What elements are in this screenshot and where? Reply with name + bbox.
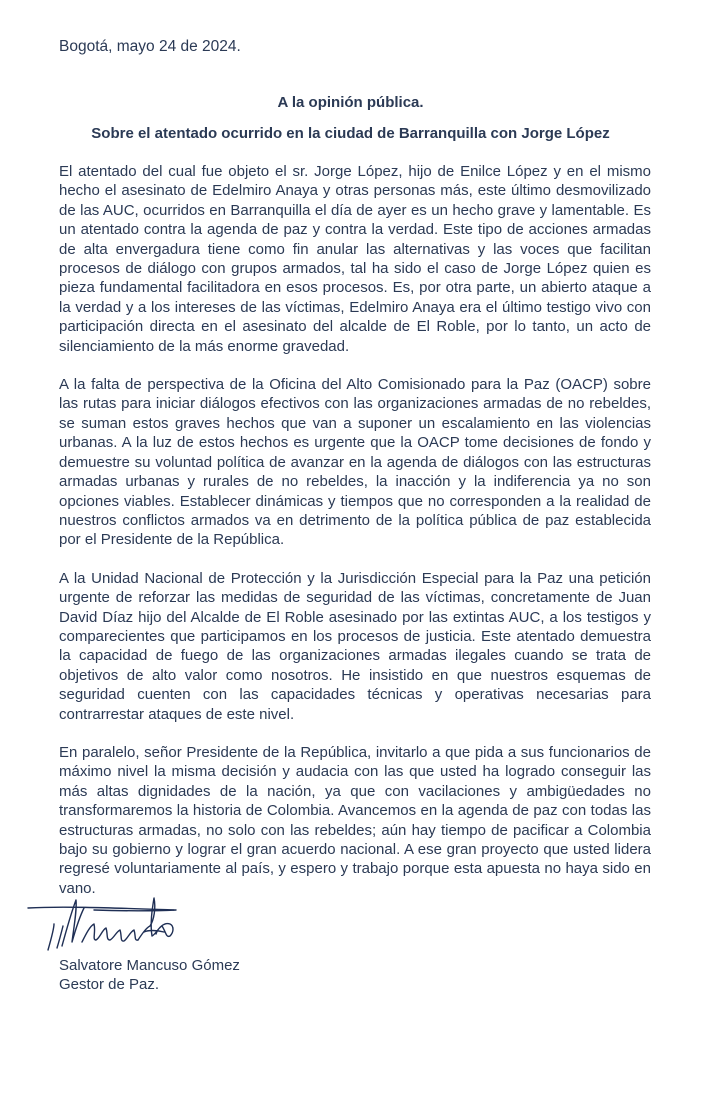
letter-recipient: A la opinión pública.: [277, 94, 424, 111]
paragraph-3: A la Unidad Nacional de Protección y la Jurisdicción Especial para la Paz una petición urgente de reforzar las medidas de seguridad de las víctimas, concretamente de Juan David Díaz hijo del Alcalde de El Roble asesinado por las extintas AUC, a los testigos y comparecientes que participamos en los procesos de justicia. Este atentado demuestra la capacidad de fuego de las organizaciones armadas ilegales cuando se trata de objetivos de alto valor como nosotros. He insistido en que nuestros esquemas de seguridad cuenten con las capacidades técnicas y operativas necesarias para contrarrestar ataques de este nivel.: [59, 569, 651, 723]
signer-block: [59, 956, 240, 994]
paragraph-2: A la falta de perspectiva de la Oficina del Alto Comisionado para la Paz (OACP) sobre las rutas para iniciar diálogos efectivos con las organizaciones armadas de no rebeldes, se suman estos graves hechos que van a suponer un escalamiento en las violencias urbanas. A la luz de estos hechos es urgente que la OACP tome decisiones de fondo y demuestre su voluntad política de avanzar en la agenda de diálogos con las estructuras armadas urbanas y rurales de no rebeldes, la inacción y la indiferencia ya no son opciones viables. Establecer dinámicas y tiempos que no corresponden a la realidad de nuestros conflictos armados va en detrimento de la política pública de paz establecida por el Presidente de la República.: [59, 376, 651, 549]
signer-title: Gestor de Paz.: [59, 976, 160, 993]
paragraph-1: El atentado del cual fue objeto el sr. Jorge López, hijo de Enilce López y en el mismo hecho el asesinato de Edelmiro Anaya y otras personas más, este último desmovilizado de las AUC, ocurridos en Barranquilla el día de ayer es un hecho grave y lamentable. Es un atentado contra la agenda de paz y contra la verdad. Este tipo de acciones armadas de alta envergadura tiene como fin anular las alternativas y las voces que facilitan procesos de diálogo con grupos armados, tal ha sido el caso de Jorge López quien es pieza fundamental facilitadora en esos procesos. Es, por otra parte, un abierto ataque a la verdad y a los intereses de las víctimas, Edelmiro Anaya era el último testigo vivo con participación directa en el asesinato del alcalde de El Roble, por lo tanto, un acto de silenciamiento de la más enorme gravedad.: [59, 163, 651, 355]
letter-subject: Sobre el atentado ocurrido en la ciudad de Barranquilla con Jorge López: [91, 125, 610, 142]
signer-name: Salvatore Mancuso Gómez: [59, 957, 240, 974]
paragraph-4: En paralelo, señor Presidente de la República, invitarlo a que pida a sus funcionarios de máximo nivel la misma decisión y audacia con las que usted ha logrado conseguir las más altas dignidades de la nación, ya que con vacilaciones y ambigüedades no transformaremos la historia de Colombia. Avancemos en la agenda de paz con todas las estructuras armadas, no solo con las rebeldes; aún hay tiempo de pacificar a Colombia bajo su gobierno y lograr el gran acuerdo nacional. A ese gran proyecto que usted lidera regresé voluntariamente al país, y espero y trabajo porque esta apuesta no haya sido en vano.: [59, 743, 651, 897]
letter-date: Bogotá, mayo 24 de 2024.: [59, 38, 241, 55]
letter-body: [59, 162, 651, 917]
